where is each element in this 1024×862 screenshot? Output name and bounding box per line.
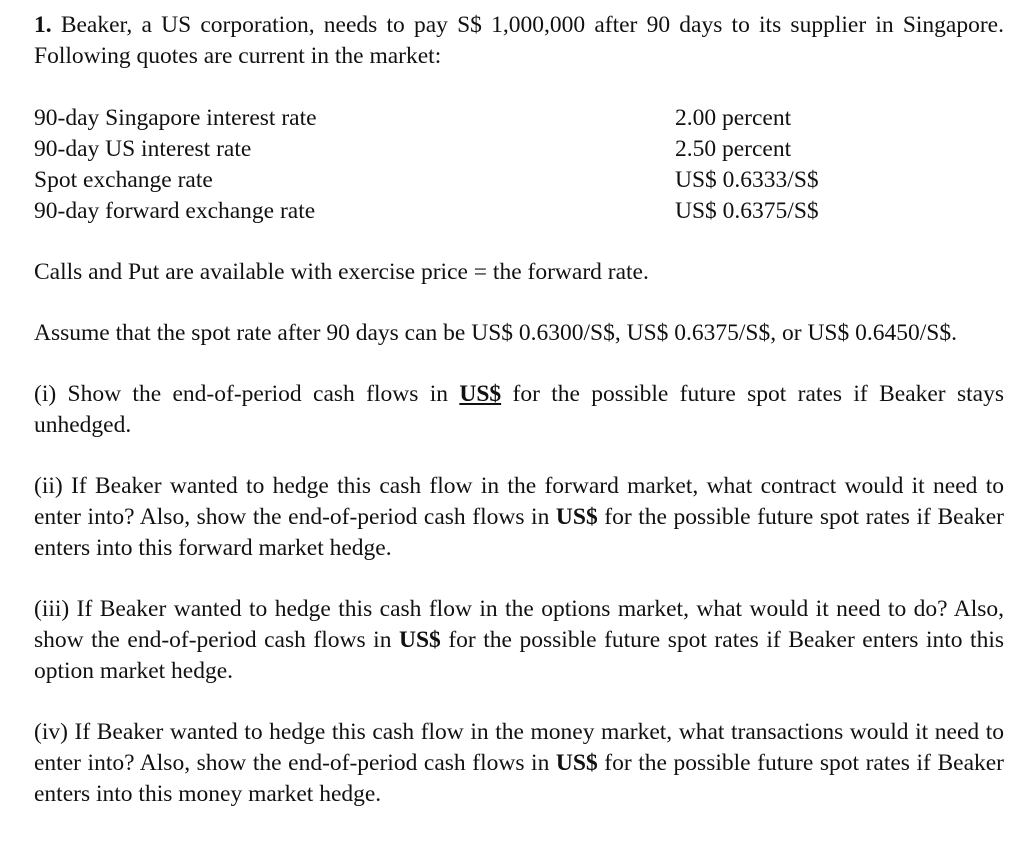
- rate-row: [34, 165, 1004, 196]
- document-page: [34, 10, 1004, 810]
- part-iv-text-end: for the possible future spot rates if Beaker enters into this money market hedge.: [34, 750, 1005, 807]
- part-i-text: (i) Show the end-of-period cash flows in: [34, 381, 460, 407]
- rate-row: [34, 134, 1004, 165]
- rate-value: US$ 0.6333/S$: [675, 167, 819, 193]
- part-iii-text-end: for the possible future spot rates if Beaker enters into this option market hedge.: [34, 627, 1004, 684]
- part-iii-text: (iii) If Beaker wanted to hedge this cash flow in the options market, what would it need to do? Also, show the end-of-period cash flows in: [34, 596, 1004, 653]
- rate-label: Spot exchange rate: [34, 167, 213, 193]
- part-i-text-end: for the possible future spot rates if Beaker stays unhedged.: [34, 381, 1004, 438]
- part-ii: [34, 471, 1004, 564]
- rate-value: US$ 0.6375/S$: [675, 198, 819, 224]
- part-iii: [34, 594, 1004, 687]
- currency-emphasis: US$: [459, 381, 502, 407]
- part-iv: [34, 717, 1004, 810]
- currency-emphasis: US$: [399, 627, 441, 653]
- assumption-paragraph: Assume that the spot rate after 90 days can be US$ 0.6300/S$, US$ 0.6375/S$, or US$ 0.6450/S$.: [34, 320, 957, 346]
- part-ii-text-end: for the possible future spot rates if Beaker enters into this forward market hedge.: [34, 504, 1005, 561]
- part-ii-text: (ii) If Beaker wanted to hedge this cash flow in the forward market, what contract would it need to enter into? Also, show the end-of-period cash flows in: [34, 473, 1004, 530]
- part-i: [34, 379, 1004, 441]
- rates-table: [34, 103, 1004, 227]
- currency-emphasis: US$: [555, 750, 598, 776]
- part-iv-text: (iv) If Beaker wanted to hedge this cash flow in the money market, what transactions would it need to enter into? Also, show the end-of-period cash flows in: [34, 719, 1004, 776]
- rate-value: 2.00 percent: [675, 105, 792, 131]
- currency-emphasis: US$: [555, 504, 598, 530]
- rate-label: 90-day US interest rate: [34, 136, 252, 162]
- question-intro-text: Beaker, a US corporation, needs to pay S$ 1,000,000 after 90 days to its supplier in Singapore. Following quotes are current in the market:: [34, 12, 1004, 69]
- question-number: 1.: [34, 12, 52, 38]
- rate-row: [34, 196, 1004, 227]
- rate-label: 90-day Singapore interest rate: [34, 105, 317, 131]
- rate-label: 90-day forward exchange rate: [34, 198, 316, 224]
- options-note: Calls and Put are available with exercise price = the forward rate.: [34, 259, 649, 285]
- question-intro: [34, 10, 1004, 72]
- rate-row: [34, 103, 1004, 134]
- rate-value: 2.50 percent: [675, 136, 792, 162]
